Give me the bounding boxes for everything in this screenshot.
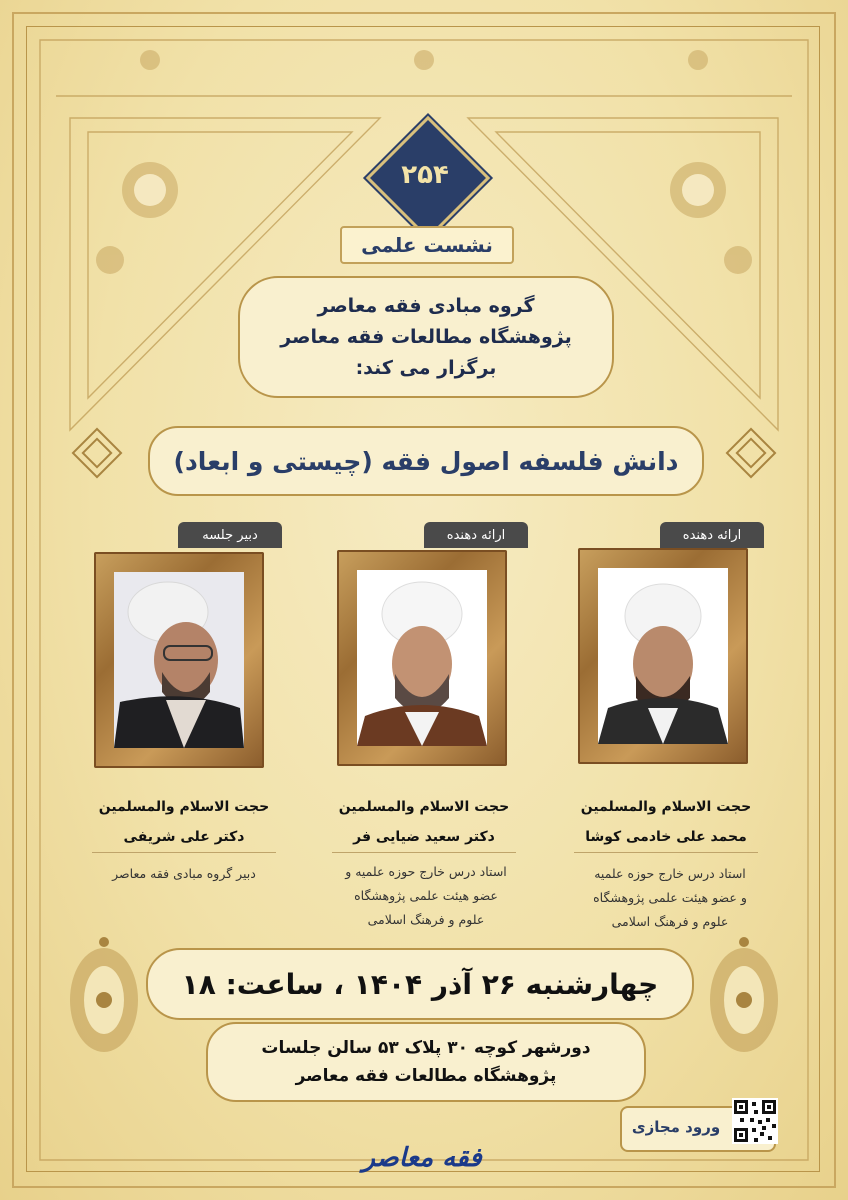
event-number: ۲۵۴ [401, 160, 449, 190]
speaker-title: حجت الاسلام والمسلمین [338, 799, 510, 815]
description-line: استاد درس خارج حوزه علمیه و [345, 864, 507, 879]
speaker-name: دکتر سعید ضیایی فر [332, 822, 516, 853]
event-address [206, 1022, 646, 1102]
organizer-box [238, 276, 614, 398]
brand-logo: فقه معاصر [362, 1143, 482, 1173]
speaker-description [320, 860, 532, 932]
event-datetime: چهارشنبه ۲۶ آذر ۱۴۰۴ ، ساعت: ۱۸ [146, 948, 694, 1020]
description-line: علوم و فرهنگ اسلامی [367, 912, 485, 927]
portrait-image [114, 572, 244, 748]
speaker-name-block [574, 792, 758, 853]
speaker-photo-frame [337, 550, 507, 766]
speaker-description [82, 862, 286, 886]
description-line: عضو هیئت علمی پژوهشگاه [354, 888, 498, 903]
speaker-name-block [332, 792, 516, 853]
event-type-label: نشست علمی [340, 226, 514, 264]
address-line: دورشهر کوچه ۳۰ پلاک ۵۳ سالن جلسات [261, 1038, 591, 1058]
topic-title: دانش فلسفه اصول فقه (چیستی و ابعاد) [148, 426, 704, 496]
speaker-photo-frame [578, 548, 748, 764]
description-line: استاد درس خارج حوزه علمیه [594, 866, 746, 881]
address-line: پژوهشگاه مطالعات فقه معاصر [295, 1066, 557, 1086]
portrait-image [598, 568, 728, 744]
organizer-line: پژوهشگاه مطالعات فقه معاصر [280, 325, 572, 348]
organizer-line: برگزار می کند: [355, 356, 497, 379]
speaker-photo [114, 572, 244, 748]
speaker-photo-frame [94, 552, 264, 768]
speaker-role-tab: ارائه دهنده [424, 522, 528, 548]
speaker-description [566, 862, 774, 934]
speaker-title: حجت الاسلام والمسلمین [98, 799, 270, 815]
speaker-photo [598, 568, 728, 744]
speaker-name: دکتر علی شریفی [92, 822, 276, 853]
organizer-line: گروه مبادی فقه معاصر [317, 294, 535, 317]
speaker-name-block [92, 792, 276, 853]
description-line: و عضو هیئت علمی پژوهشگاه [593, 890, 747, 905]
speaker-name: محمد علی خادمی کوشا [574, 822, 758, 853]
qr-code-icon[interactable] [732, 1098, 778, 1144]
portrait-image [357, 570, 487, 746]
description-line: دبیر گروه مبادی فقه معاصر [112, 866, 256, 881]
speaker-role-tab: ارائه دهنده [660, 522, 764, 548]
speaker-role-tab: دبیر جلسه [178, 522, 282, 548]
description-line: علوم و فرهنگ اسلامی [611, 914, 729, 929]
speaker-title: حجت الاسلام والمسلمین [580, 799, 752, 815]
speaker-photo [357, 570, 487, 746]
online-join-label[interactable]: ورود مجازی [631, 1118, 721, 1136]
